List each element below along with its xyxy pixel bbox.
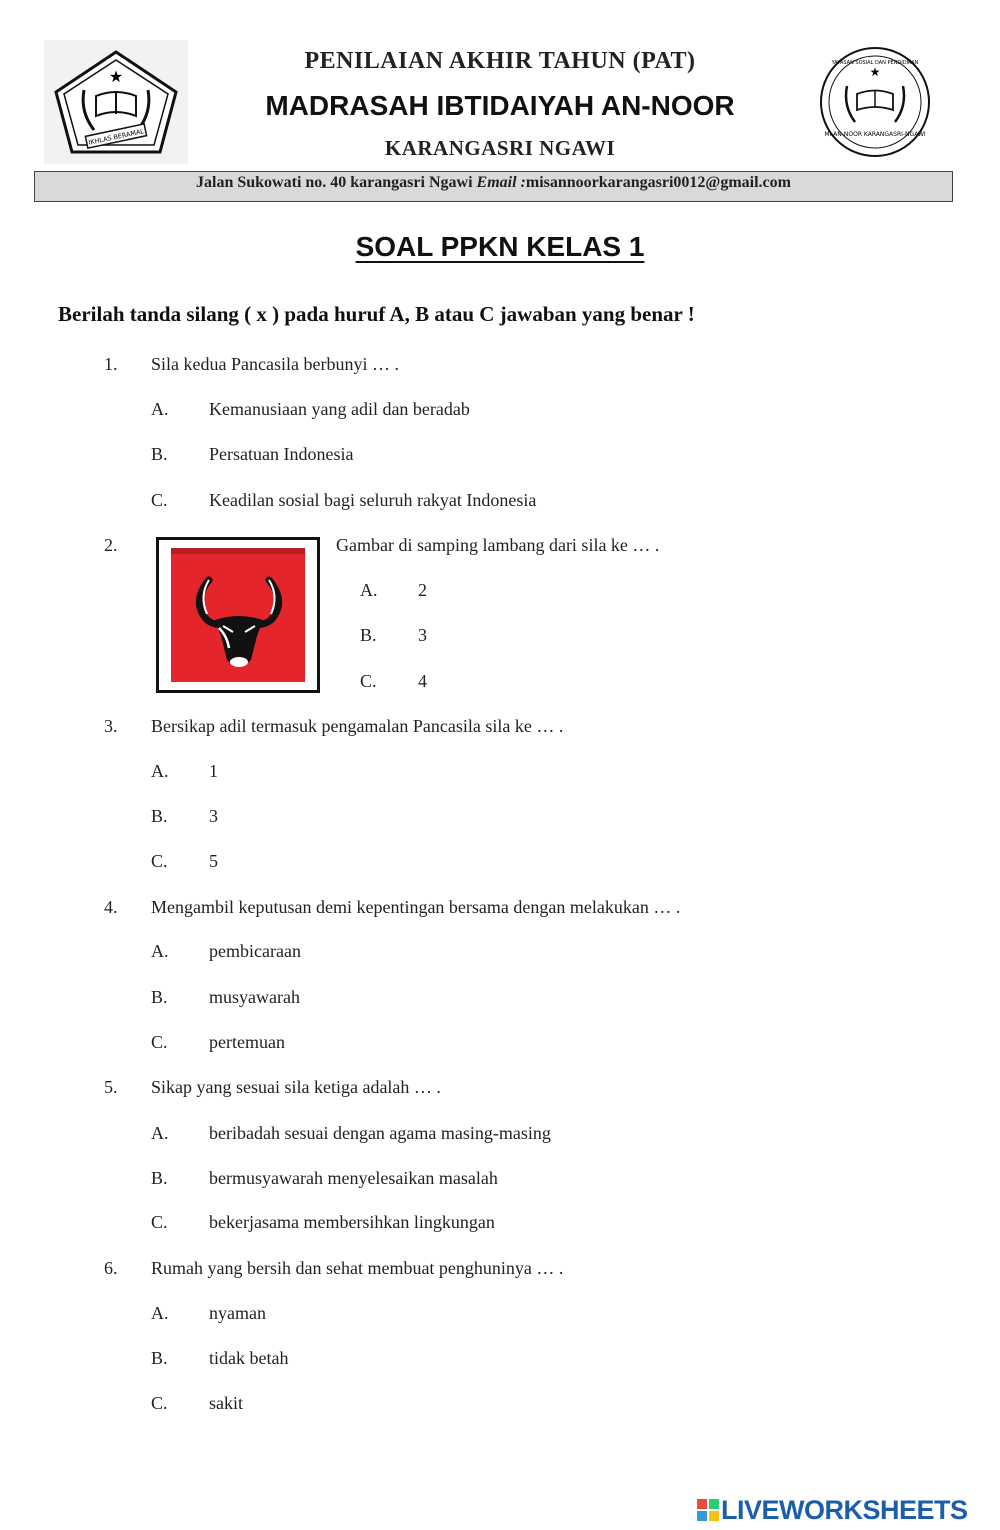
banteng-image xyxy=(156,537,320,693)
option-text[interactable]: musyawarah xyxy=(209,987,300,1007)
option-letter: A. xyxy=(151,761,169,781)
svg-text:★: ★ xyxy=(108,67,124,86)
option-text[interactable]: 2 xyxy=(418,580,427,600)
option-letter: B. xyxy=(151,444,168,464)
option-letter: B. xyxy=(151,987,168,1007)
option-text[interactable]: pembicaraan xyxy=(209,941,301,961)
option-text[interactable]: bermusyawarah menyelesaikan masalah xyxy=(209,1168,498,1188)
right-logo-text-bottom: MI AN-NOOR KARANGASRI-NGAWI xyxy=(824,131,926,138)
email-address: misannoorkarangasri0012@gmail.com xyxy=(525,174,791,191)
option-letter: C. xyxy=(151,1212,168,1232)
question-number: 3. xyxy=(104,716,118,736)
school-location: KARANGASRI NGAWI xyxy=(384,136,616,160)
option-letter: C. xyxy=(151,1393,168,1413)
option-text[interactable]: Kemanusiaan yang adil dan beradab xyxy=(209,399,470,419)
option-letter: A. xyxy=(151,1303,169,1323)
option-text[interactable]: 1 xyxy=(209,761,218,781)
exam-heading: PENILAIAN AKHIR TAHUN (PAT) xyxy=(304,48,696,74)
school-name: MADRASAH IBTIDAIYAH AN-NOOR xyxy=(265,90,735,121)
left-logo-motto: IKHLAS BERAMAL xyxy=(87,127,145,147)
page-title xyxy=(0,231,1000,263)
page-title-text: SOAL PPKN KELAS 1 xyxy=(355,231,645,262)
option-text[interactable]: 3 xyxy=(209,806,218,826)
option-letter: C. xyxy=(151,1032,168,1052)
question-number: 5. xyxy=(104,1077,118,1097)
option-letter: A. xyxy=(151,941,169,961)
option-text[interactable]: Keadilan sosial bagi seluruh rakyat Indonesia xyxy=(209,490,537,510)
option-letter: B. xyxy=(151,806,168,826)
address-text: Jalan Sukowati no. 40 karangasri Ngawi xyxy=(196,174,477,191)
option-letter: C. xyxy=(151,851,168,871)
option-text[interactable]: bekerjasama membersihkan lingkungan xyxy=(209,1212,495,1232)
option-letter: A. xyxy=(360,580,378,600)
question-text: Gambar di samping lambang dari sila ke … . xyxy=(336,535,660,555)
instruction: Berilah tanda silang ( x ) pada huruf A, B atau C jawaban yang benar ! xyxy=(58,302,695,326)
brand-text: LIVEWORKSHEETS xyxy=(721,1495,968,1525)
address-bar xyxy=(34,171,953,202)
question-text: Sila kedua Pancasila berbunyi … . xyxy=(151,354,399,374)
question-number: 6. xyxy=(104,1258,118,1278)
svg-text:★: ★ xyxy=(869,65,881,79)
question-text: Rumah yang bersih dan sehat membuat penghuninya … . xyxy=(151,1258,564,1278)
option-text[interactable]: Persatuan Indonesia xyxy=(209,444,354,464)
question-text: Bersikap adil termasuk pengamalan Pancasila sila ke … . xyxy=(151,716,564,736)
question-number: 4. xyxy=(104,897,118,917)
option-letter: B. xyxy=(151,1168,168,1188)
option-letter: B. xyxy=(151,1348,168,1368)
option-letter: C. xyxy=(151,490,168,510)
option-text[interactable]: 3 xyxy=(418,625,427,645)
question-number: 1. xyxy=(104,354,118,374)
option-text[interactable]: sakit xyxy=(209,1393,243,1413)
option-text[interactable]: 4 xyxy=(418,671,427,691)
option-letter: B. xyxy=(360,625,377,645)
right-logo-text-top: YAYASAN SOSIAL DAN PENDIDIKAN xyxy=(831,60,919,66)
question-text: Mengambil keputusan demi kepentingan bersama dengan melakukan … . xyxy=(151,897,681,917)
liveworksheets-logo-icon xyxy=(697,1497,719,1519)
option-text[interactable]: 5 xyxy=(209,851,218,871)
option-letter: A. xyxy=(151,399,169,419)
option-text[interactable]: beribadah sesuai dengan agama masing-masing xyxy=(209,1123,551,1143)
option-text[interactable]: tidak betah xyxy=(209,1348,289,1368)
option-letter: C. xyxy=(360,671,377,691)
liveworksheets-brand[interactable] xyxy=(697,1495,968,1526)
option-text[interactable]: nyaman xyxy=(209,1303,266,1323)
email-label: Email : xyxy=(476,174,526,191)
question-text: Sikap yang sesuai sila ketiga adalah … . xyxy=(151,1077,441,1097)
question-number: 2. xyxy=(104,535,118,555)
option-text[interactable]: pertemuan xyxy=(209,1032,285,1052)
option-letter: A. xyxy=(151,1123,169,1143)
